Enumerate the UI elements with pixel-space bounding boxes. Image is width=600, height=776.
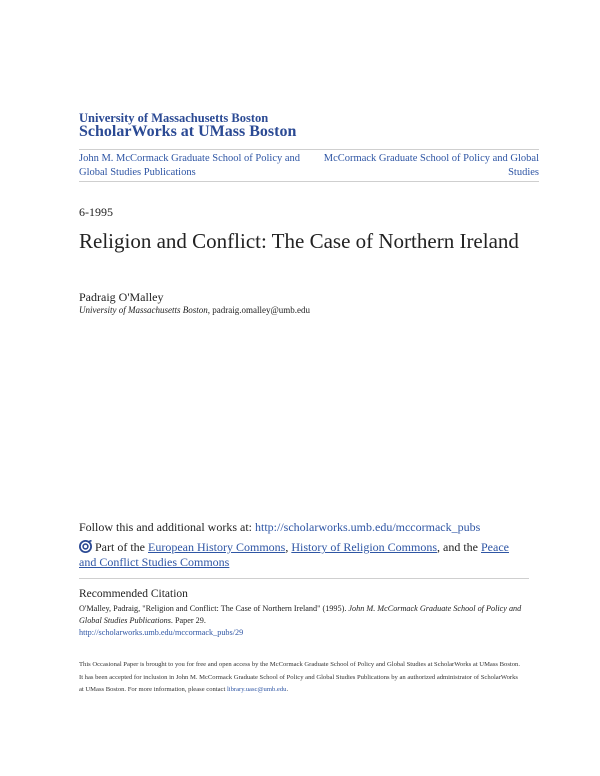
institution-name[interactable]: University of Massachusetts Boston: [79, 111, 269, 125]
citation-link[interactable]: http://scholarworks.umb.edu/mccormack_pubs/29: [79, 628, 244, 637]
contact-email-link[interactable]: library.uasc@umb.edu: [226, 686, 287, 693]
follow-link[interactable]: http://scholarworks.umb.edu/mccormack_pubs: [255, 520, 481, 534]
citation-venue: John M. McCormack Graduate School of Policy and Global Studies Publications: [79, 604, 522, 625]
commons-link-european-history[interactable]: European History Commons: [148, 540, 286, 554]
part-of-line: [79, 540, 529, 570]
author-affiliation: [79, 305, 310, 316]
citation-heading: Recommended Citation: [79, 588, 188, 600]
separator: , and the: [437, 540, 481, 554]
follow-line: [79, 520, 480, 535]
collection-link-school[interactable]: McCormack Graduate School of Policy and Global Studies: [323, 153, 539, 178]
notice-text: This Occasional Paper is brought to you for free and open access by the McCormack Graduate School of Policy and Global Studies at ScholarWorks at UMass Boston. It has been accepted for inclusion in John M. McCormack Graduate School of Policy and Global Studies Publications by an authorized administrator of ScholarWorks at UMass Boston. For more information, please contact: [79, 661, 520, 693]
access-notice: [79, 659, 524, 697]
commons-network-icon: [79, 540, 95, 554]
citation-paper-number: . Paper 29.: [170, 616, 206, 625]
collection-breadcrumb: [79, 149, 539, 182]
collection-link-publications[interactable]: John M. McCormack Graduate School of Policy and Global Studies Publications: [79, 153, 301, 178]
repository-name[interactable]: ScholarWorks at UMass Boston: [79, 123, 297, 140]
publication-date: 6-1995: [79, 205, 113, 219]
separator: ,: [285, 540, 292, 554]
paper-title: Religion and Conflict: The Case of Northern Ireland: [79, 229, 519, 253]
author-email: , padraig.omalley@umb.edu: [207, 305, 311, 315]
part-of-label: Part of the: [95, 540, 148, 554]
citation-main: O'Malley, Padraig, "Religion and Conflict: The Case of Northern Ireland" (1995).: [79, 604, 349, 613]
commons-link-history-of-religion[interactable]: History of Religion Commons: [291, 540, 437, 554]
author-name: Padraig O'Malley: [79, 290, 164, 304]
divider: [79, 578, 529, 579]
commons-link-peace-conflict[interactable]: Peace and Conflict Studies Commons: [79, 540, 509, 569]
affiliation-institution: University of Massachusetts Boston: [79, 305, 208, 315]
citation-text: [79, 603, 529, 639]
follow-label: Follow this and additional works at:: [79, 520, 255, 534]
notice-end: .: [286, 686, 289, 693]
